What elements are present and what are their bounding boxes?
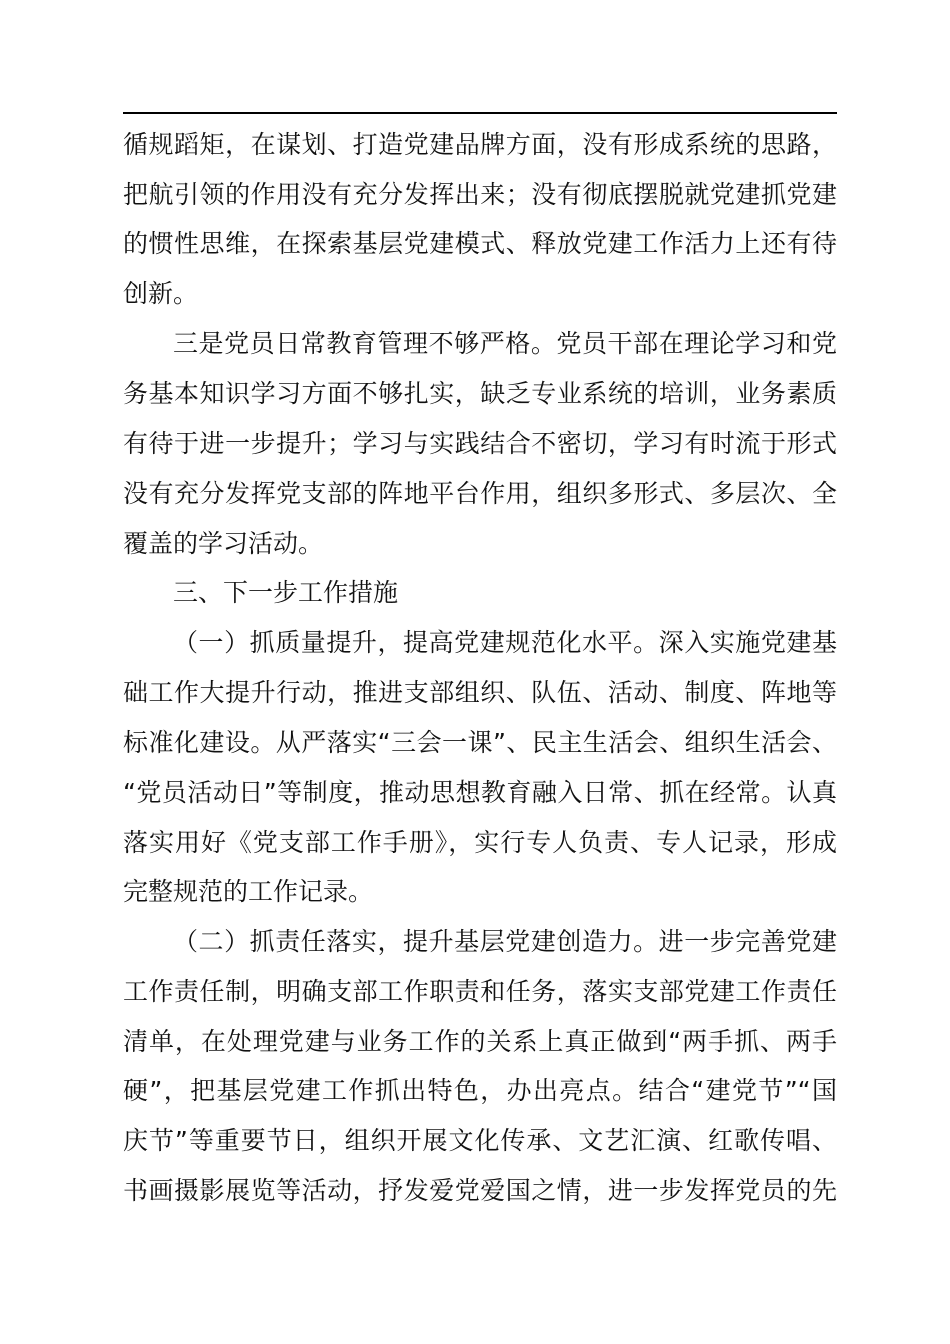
paragraph-line: （一）抓质量提升，提高党建规范化水平。深入实施党建基 [173, 628, 837, 657]
paragraph-line: 完整规范的工作记录。 [123, 877, 374, 906]
paragraph-line: 书画摄影展览等活动，抒发爱党爱国之情，进一步发挥党员的先 [123, 1176, 837, 1205]
paragraph-line: （二）抓责任落实，提升基层党建创造力。进一步完善党建 [173, 927, 837, 956]
paragraph-line: 有待于进一步提升；学习与实践结合不密切，学习有时流于形式 [123, 429, 837, 458]
paragraph-line: 务基本知识学习方面不够扎实，缺乏专业系统的培训，业务素质 [123, 379, 837, 408]
header-rule [123, 112, 837, 114]
paragraph-line: 硬”，把基层党建工作抓出特色，办出亮点。结合“建党节”“国 [123, 1076, 837, 1105]
section-heading: 三、下一步工作措施 [173, 578, 399, 607]
paragraph-line: 标准化建设。从严落实“三会一课”、民主生活会、组织生活会、 [123, 728, 837, 757]
paragraph-line: 覆盖的学习活动。 [123, 529, 324, 558]
paragraph-line: 落实用好《党支部工作手册》，实行专人负责、专人记录，形成 [123, 828, 837, 857]
paragraph-line: 没有充分发挥党支部的阵地平台作用，组织多形式、多层次、全 [123, 479, 837, 508]
paragraph-line: 三是党员日常教育管理不够严格。党员干部在理论学习和党 [173, 329, 837, 358]
paragraph-line: 清单，在处理党建与业务工作的关系上真正做到“两手抓、两手 [123, 1027, 837, 1056]
paragraph-line: 的惯性思维，在探索基层党建模式、释放党建工作活力上还有待 [123, 229, 837, 258]
paragraph-line: 循规蹈矩，在谋划、打造党建品牌方面，没有形成系统的思路， [123, 130, 837, 159]
paragraph-line: 创新。 [123, 279, 199, 308]
paragraph-line: 庆节”等重要节日，组织开展文化传承、文艺汇演、红歌传唱、 [123, 1126, 837, 1155]
paragraph-line: “党员活动日”等制度，推动思想教育融入日常、抓在经常。认真 [123, 778, 837, 807]
paragraph-line: 工作责任制，明确支部工作职责和任务，落实支部党建工作责任 [123, 977, 837, 1006]
paragraph-line: 把航引领的作用没有充分发挥出来；没有彻底摆脱就党建抓党建 [123, 180, 837, 209]
paragraph-line: 础工作大提升行动，推进支部组织、队伍、活动、制度、阵地等 [123, 678, 837, 707]
